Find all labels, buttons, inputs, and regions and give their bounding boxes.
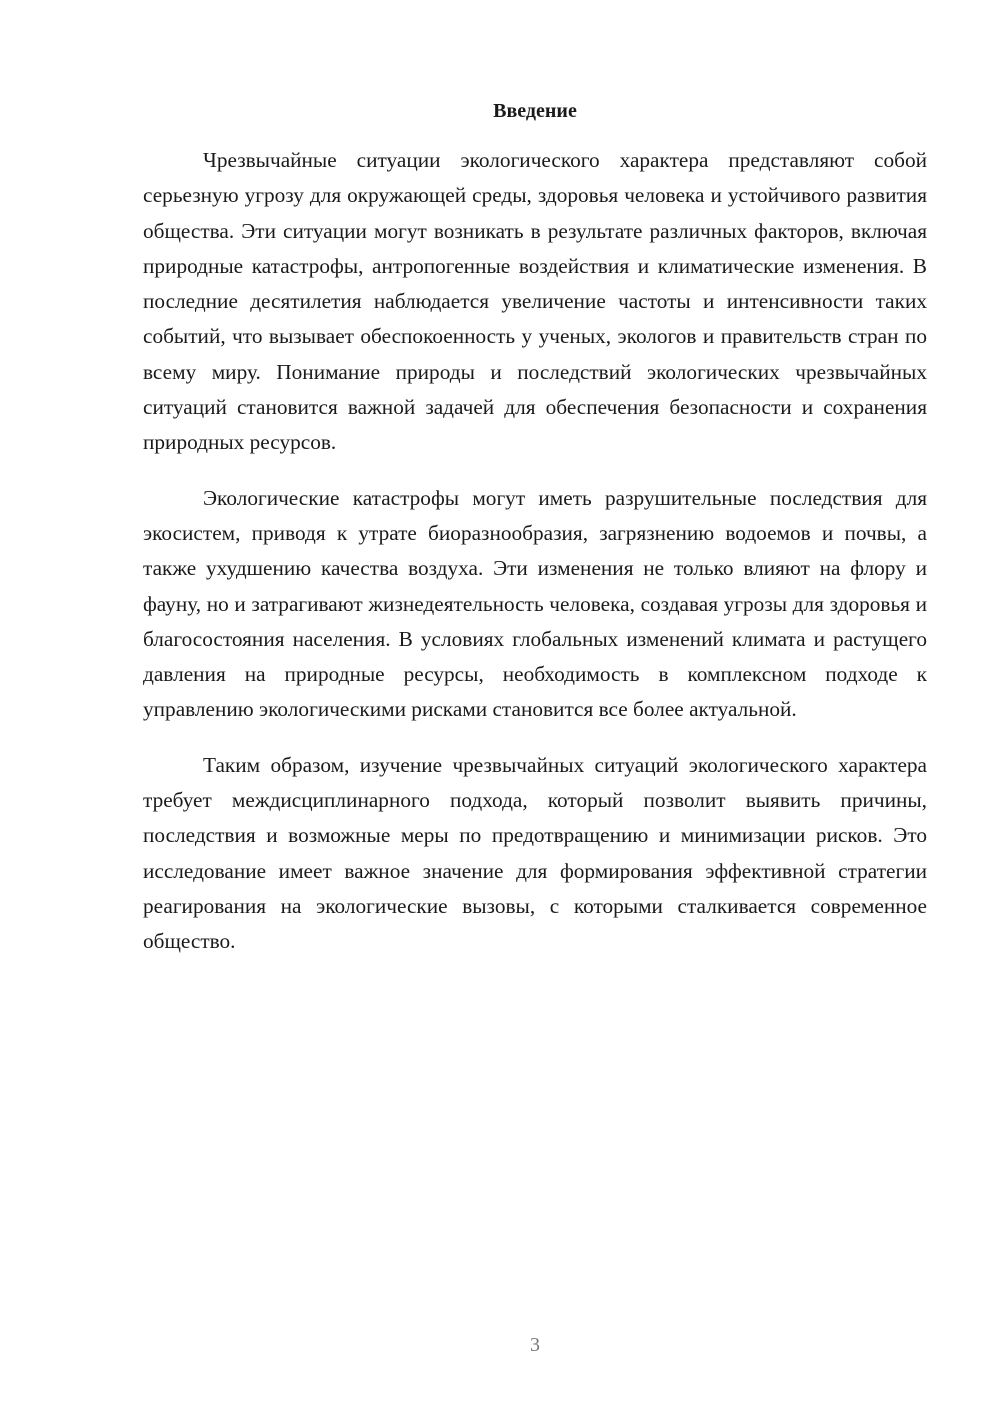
paragraph-1: Чрезвычайные ситуации экологического характера представляют собой серьезную угрозу для окружающей среды, здоровья человека и устойчивого развития общества. Эти ситуации могут возникать в результате различных факторов, включая природные катастрофы, антропогенные воздействия и климатические изменения. В последние десятилетия наблюдается увеличение частоты и интенсивности таких событий, что вызывает обеспокоенность у ученых, экологов и правительств стран по всему миру. Понимание природы и последствий экологических чрезвычайных ситуаций становится важной задачей для обеспечения безопасности и сохранения природных ресурсов. [143, 148, 927, 455]
body-text [143, 143, 927, 980]
section-title: Введение [493, 100, 577, 122]
page-number: 3 [530, 1334, 540, 1356]
paragraph-3: Таким образом, изучение чрезвычайных ситуаций экологического характера требует междисциплинарного подхода, который позволит выявить причины, последствия и возможные меры по предотвращению и минимизации рисков. Это исследование имеет важное значение для формирования эффективной стратегии реагирования на экологические вызовы, с которыми сталкивается современное общество. [143, 752, 927, 954]
paragraph-2: Экологические катастрофы могут иметь разрушительные последствия для экосистем, приводя к утрате биоразнообразия, загрязнению водоемов и почвы, а также ухудшению качества воздуха. Эти изменения не только влияют на флору и фауну, но и затрагивают жизнедеятельность человека, создавая угрозы для здоровья и благосостояния населения. В условиях глобальных изменений климата и растущего давления на природные ресурсы, необходимость в комплексном подходе к управлению экологическими рисками становится все более актуальной. [143, 485, 927, 722]
